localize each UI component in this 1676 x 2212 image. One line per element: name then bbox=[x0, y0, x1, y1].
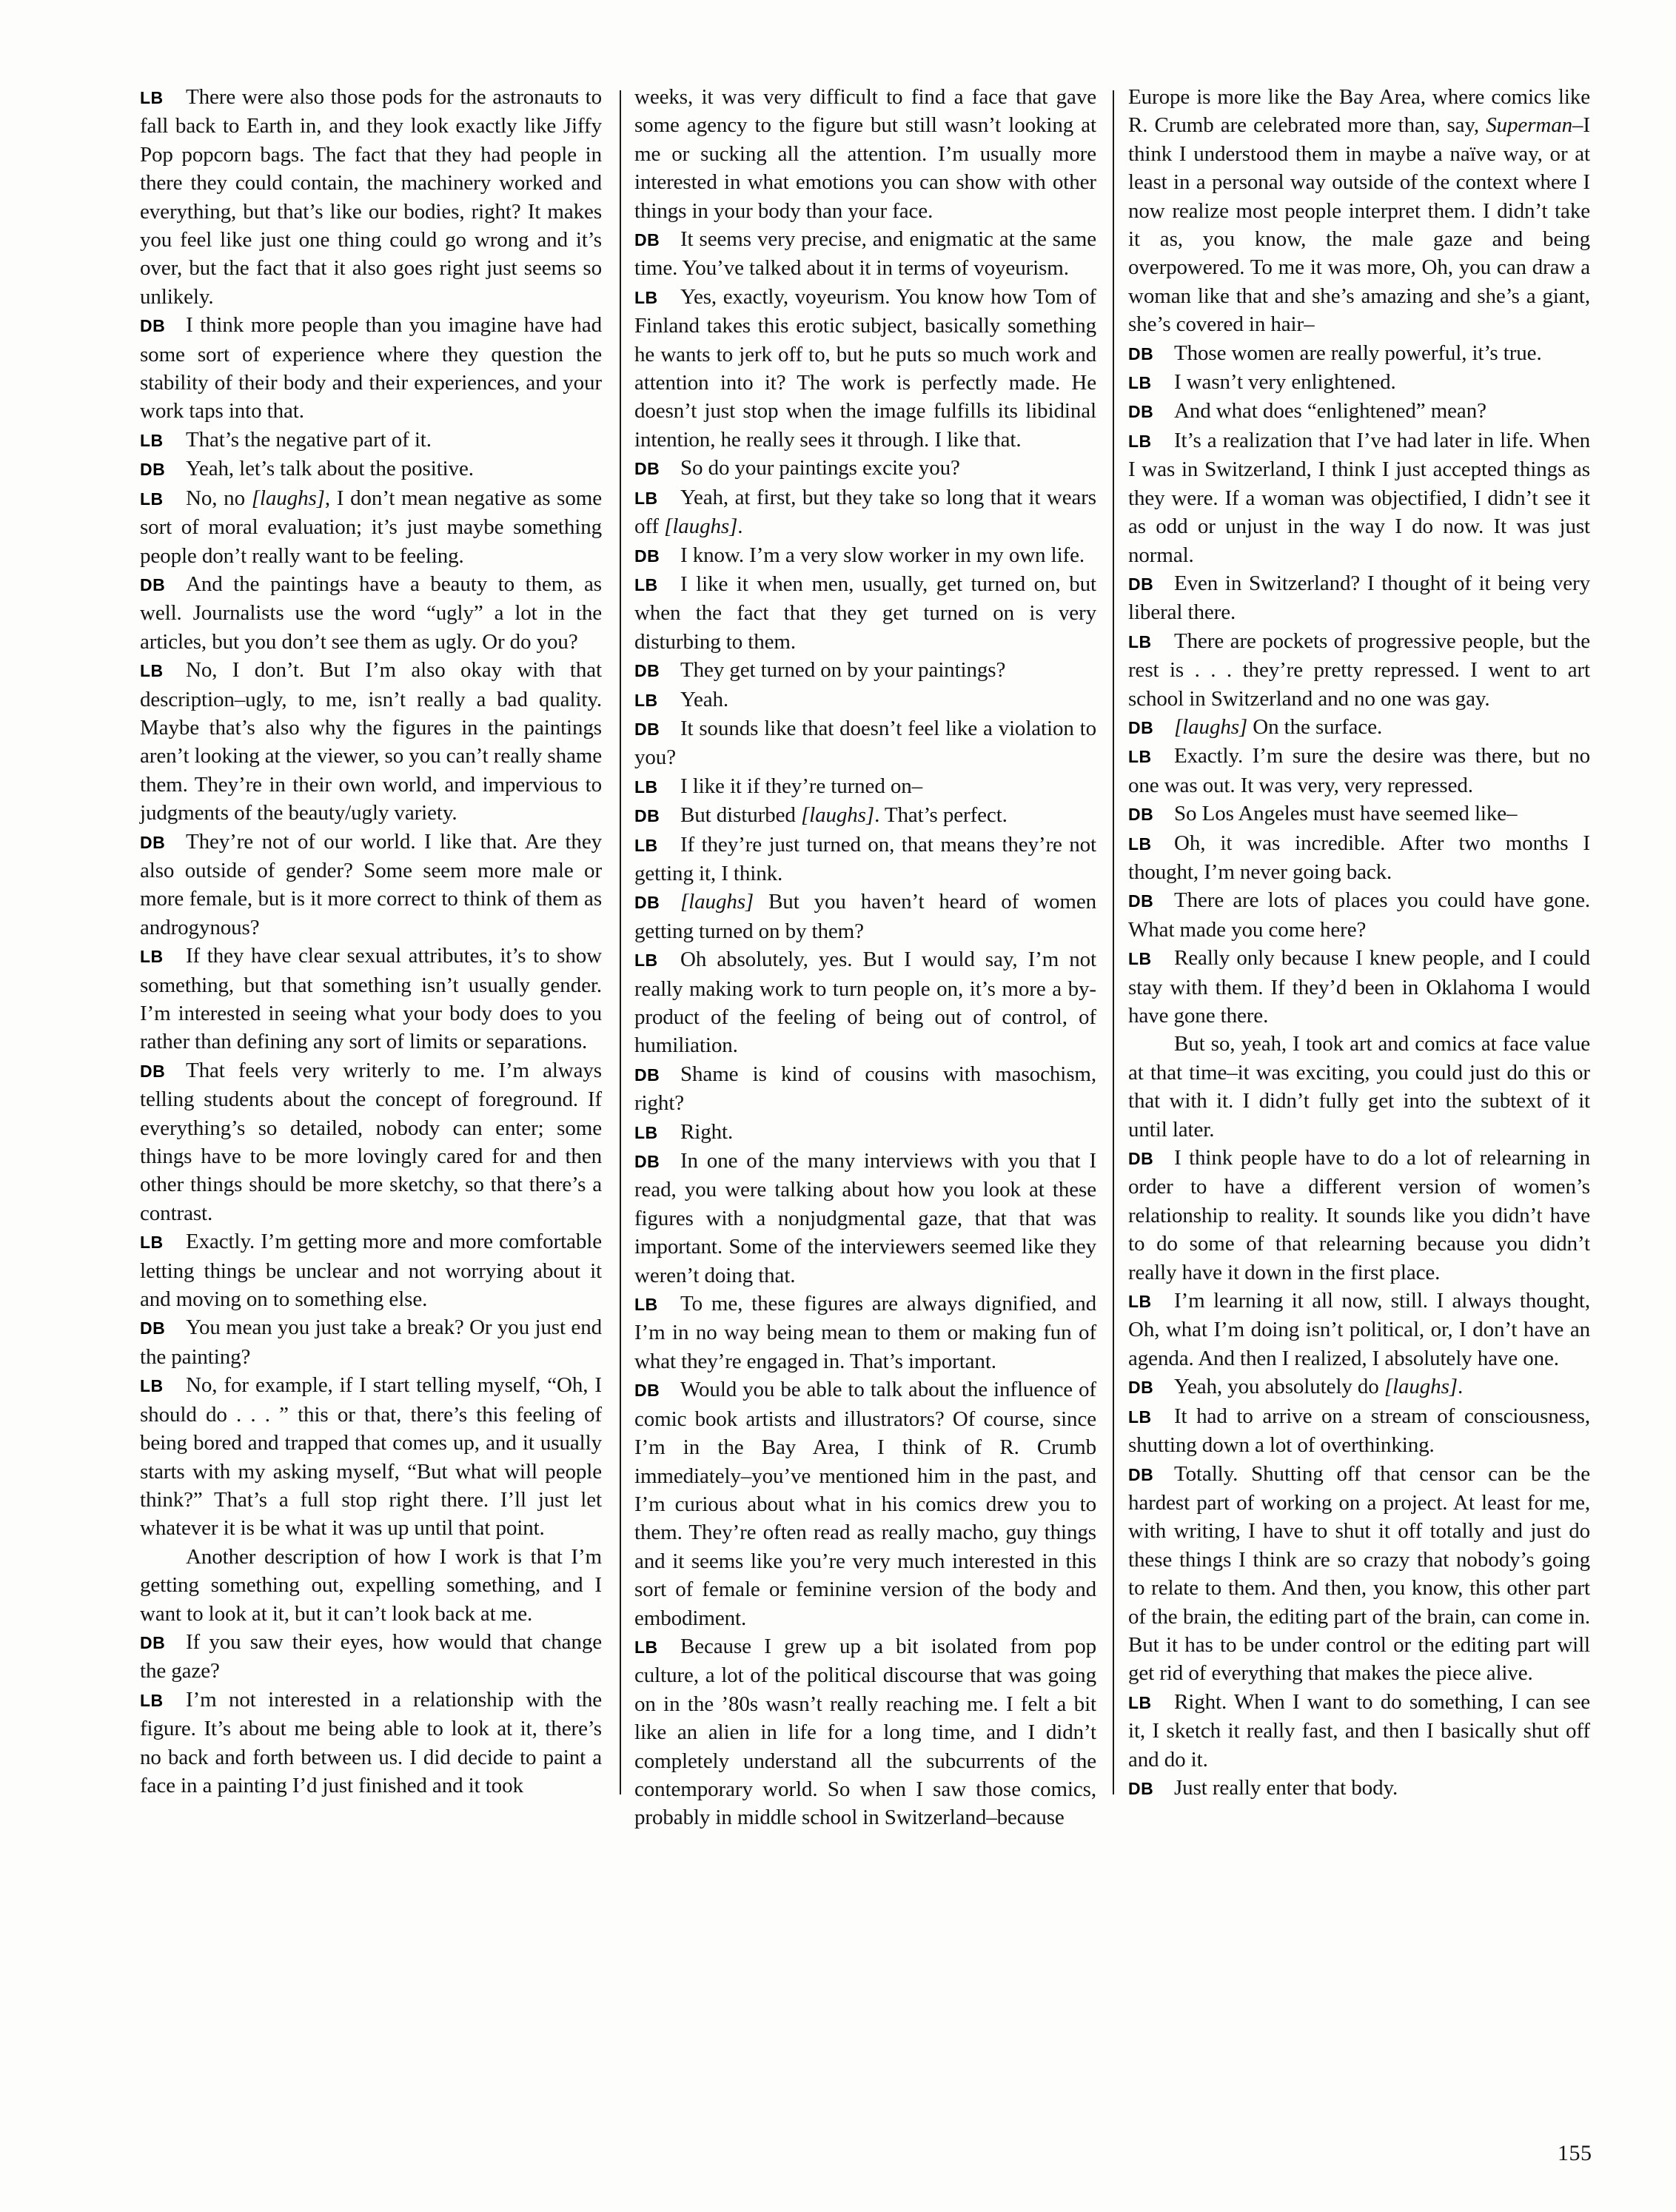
speaker-label: LB bbox=[634, 287, 658, 307]
speaker-label: LB bbox=[634, 951, 658, 971]
speaker-label: LB bbox=[634, 1637, 658, 1657]
speaker-label: LB bbox=[1128, 949, 1152, 969]
dialogue-paragraph: DB Totally. Shutting off that censor can be the hardest part of working on a project. At least for me, with writing, I have to shut it off totally and just do these things I think are so crazy that nobody’s going to relate to them. And then, you know, this other part of the brain, the editing part of the brain, can come in. But it has to be under control or the editing part will get rid of everything that makes the piece alive. bbox=[1128, 1461, 1590, 1686]
dialogue-paragraph: LB Because I grew up a bit isolated from pop culture, a lot of the political discourse that was going on in the ’80s wasn’t really reaching me. I felt a bit like an alien in life for a long time, and I didn’t completely understand all the subcurrents of the contemporary world. So when I saw those comics, probably in middle school in Switzerland–because bbox=[634, 1634, 1096, 1830]
speaker-label: DB bbox=[634, 806, 660, 826]
speaker-label: DB bbox=[140, 1318, 166, 1338]
dialogue-paragraph: DB Shame is kind of cousins with masochism, right? bbox=[634, 1062, 1096, 1116]
dialogue-paragraph: LB If they’re just turned on, that means they’re not getting it, I think. bbox=[634, 832, 1096, 885]
dialogue-paragraph: LB No, no [laughs], I don’t mean negative as some sort of moral evaluation; it’s just maybe something people don’t really want to be feeling. bbox=[140, 486, 603, 568]
speaker-label: LB bbox=[140, 430, 164, 450]
dialogue-paragraph: LB To me, these figures are always dignified, and I’m in no way being mean to them or making fun of what they’re engaged in. That’s important. bbox=[634, 1292, 1096, 1373]
dialogue-paragraph: DB I think more people than you imagine have had some sort of experience where they question the stability of their body and their experiences, and your work taps into that. bbox=[140, 313, 602, 423]
dialogue-paragraph: DB So do your paintings excite you? bbox=[634, 454, 1096, 483]
dialogue-paragraph: LB No, for example, if I start telling myself, “Oh, I should do . . . ” this or that, there’s this feeling of being bored and trapped that comes up, and it usually starts with my asking myself, “But what will people think?” That’s a full stop right there. I’ll just let whatever it is be what it was up until that point. bbox=[140, 1373, 602, 1541]
speaker-label: DB bbox=[1128, 1149, 1154, 1169]
dialogue-paragraph: DB There are lots of places you could have gone. What made you come here? bbox=[1128, 888, 1590, 942]
dialogue-paragraph: LB It had to arrive on a stream of consciousness, shutting down a lot of overthinking. bbox=[1128, 1404, 1590, 1458]
speaker-label: LB bbox=[634, 574, 658, 594]
speaker-label: DB bbox=[140, 1061, 166, 1081]
speaker-label: DB bbox=[140, 460, 166, 480]
speaker-label: DB bbox=[140, 832, 166, 852]
italic-text: [laughs] bbox=[251, 486, 325, 510]
dialogue-paragraph: LB Right. bbox=[634, 1118, 1096, 1147]
speaker-label: DB bbox=[1128, 1778, 1154, 1798]
speaker-label: LB bbox=[1128, 747, 1152, 767]
dialogue-paragraph: LB Yes, exactly, voyeurism. You know how Tom of Finland takes this erotic subject, basically something he wants to jerk off to, but he puts so much work and attention into it? The work is perfectly made. He doesn’t just stop when the image fulfills its libidinal intention, he really sees it through. I like that. bbox=[634, 284, 1096, 452]
italic-text: Superman bbox=[1486, 113, 1573, 138]
dialogue-paragraph: DB And what does “enlightened” mean? bbox=[1128, 397, 1590, 426]
speaker-label: LB bbox=[634, 777, 658, 797]
column-rule-2 bbox=[1113, 90, 1114, 1794]
speaker-label: LB bbox=[634, 1122, 658, 1142]
speaker-label: DB bbox=[1128, 343, 1154, 363]
dialogue-paragraph: DB That feels very writerly to me. I’m always telling students about the concept of foreground. If everything’s so detailed, nobody can enter; some things have to be more lovingly cared for and then other things should be more sketchy, so that there’s a contrast. bbox=[140, 1058, 602, 1225]
speaker-label: LB bbox=[140, 1690, 164, 1710]
speaker-label: LB bbox=[1128, 373, 1152, 393]
dialogue-paragraph: DB It sounds like that doesn’t feel like a violation to you? bbox=[634, 716, 1096, 770]
dialogue-paragraph: DB But disturbed [laughs]. That’s perfect. bbox=[634, 801, 1096, 830]
speaker-label: LB bbox=[1128, 1407, 1152, 1427]
speaker-label: LB bbox=[1128, 834, 1152, 854]
speaker-label: LB bbox=[140, 489, 164, 509]
dialogue-paragraph: Another description of how I work is that I’m getting something out, expelling something, and I want to look at it, but it can’t look back at me. bbox=[140, 1544, 602, 1626]
dialogue-paragraph: LB It’s a realization that I’ve had later in life. When I was in Switzerland, I think I just accepted things as they were. If a woman was objectified, I didn’t see it as odd or unjust in the way I do now. It was just normal. bbox=[1128, 428, 1590, 567]
italic-text: [laughs] bbox=[1174, 714, 1248, 739]
dialogue-paragraph: LB Exactly. I’m sure the desire was there, but no one was out. It was very, very repressed. bbox=[1128, 744, 1590, 797]
dialogue-paragraph: LB Yeah, at first, but they take so long that it wears off [laughs]. bbox=[634, 485, 1096, 539]
dialogue-paragraph: DB And the paintings have a beauty to them, as well. Journalists use the word “ugly” a lot in the articles, but you don’t see them as ugly. Or do you? bbox=[140, 572, 602, 654]
dialogue-paragraph: LB There are pockets of progressive people, but the rest is . . . they’re pretty repressed. I went to art school in Switzerland and no one was gay. bbox=[1128, 629, 1590, 711]
dialogue-paragraph: DB So Los Angeles must have seemed like– bbox=[1128, 800, 1590, 828]
speaker-label: DB bbox=[1128, 717, 1154, 737]
speaker-label: DB bbox=[1128, 402, 1154, 422]
speaker-label: DB bbox=[140, 316, 166, 336]
dialogue-paragraph: LB No, I don’t. But I’m also okay with that description–ugly, to me, isn’t really a bad quality. Maybe that’s also why the figures in the paintings aren’t looking at the viewer, so you can’t really shame them. They’re in their own world, and impervious to judgments of the beauty/ugly variety. bbox=[140, 658, 602, 825]
speaker-label: DB bbox=[1128, 805, 1154, 825]
dialogue-paragraph: DB [laughs] On the surface. bbox=[1128, 713, 1590, 742]
italic-text: [laughs] bbox=[680, 890, 754, 914]
speaker-label: LB bbox=[1128, 1692, 1152, 1712]
column-rule-1 bbox=[620, 90, 621, 1794]
speaker-label: DB bbox=[140, 574, 166, 594]
dialogue-paragraph: LB Oh absolutely, yes. But I would say, I’m not really making work to turn people on, it’s more a by-product of the feeling of being out of control, of humiliation. bbox=[634, 948, 1096, 1058]
dialogue-paragraph: LB Oh, it was incredible. After two months I thought, I’m never going back. bbox=[1128, 831, 1590, 884]
speaker-label: DB bbox=[1128, 891, 1154, 911]
speaker-label: DB bbox=[1128, 574, 1154, 594]
speaker-label: DB bbox=[634, 719, 660, 739]
dialogue-paragraph: LB Exactly. I’m getting more and more comfortable letting things be unclear and not worrying about it and moving on to something else. bbox=[140, 1230, 602, 1312]
speaker-label: LB bbox=[634, 690, 658, 710]
speaker-label: DB bbox=[634, 230, 660, 250]
speaker-label: LB bbox=[634, 488, 658, 508]
dialogue-paragraph: DB I know. I’m a very slow worker in my own life. bbox=[634, 541, 1096, 570]
dialogue-paragraph: LB Really only because I knew people, and I could stay with them. If they’d been in Oklahoma I would have gone there. bbox=[1128, 946, 1590, 1028]
dialogue-paragraph: DB Even in Switzerland? I thought of it being very liberal there. bbox=[1128, 571, 1590, 625]
dialogue-paragraph: LB I wasn’t very enlightened. bbox=[1128, 368, 1590, 397]
dialogue-paragraph: LB There were also those pods for the astronauts to fall back to Earth in, and they look exactly like Jiffy Pop popcorn bags. The fact that they had people in there they could contain, the machinery worked and everything, but that’s like our bodies, right? It makes you feel like just one thing could go wrong and it’s over, but the fact that it also goes right just seems so unlikely. bbox=[140, 85, 602, 309]
dialogue-paragraph: LB That’s the negative part of it. bbox=[140, 426, 602, 455]
column-3 bbox=[1128, 83, 1590, 1803]
column-1 bbox=[140, 83, 602, 1800]
italic-text: [laughs] bbox=[664, 515, 738, 539]
speaker-label: LB bbox=[1128, 1292, 1152, 1312]
speaker-label: LB bbox=[1128, 631, 1152, 651]
speaker-label: DB bbox=[634, 893, 660, 913]
dialogue-paragraph: DB If you saw their eyes, how would that change the gaze? bbox=[140, 1629, 602, 1683]
speaker-label: DB bbox=[140, 1632, 166, 1652]
dialogue-paragraph: DB Those women are really powerful, it’s true. bbox=[1128, 339, 1590, 368]
speaker-label: LB bbox=[140, 947, 164, 967]
dialogue-paragraph: DB It seems very precise, and enigmatic at the same time. You’ve talked about it in terms of voyeurism. bbox=[634, 227, 1096, 281]
dialogue-paragraph: DB Would you be able to talk about the influence of comic book artists and illustrators? Of course, since I’m in the Bay Area, I think of R. Crumb immediately–you’ve mentioned him in the past, and I’m curious about what in his comics drew you to them. They’re often read as really macho, guy things and it seems like you’re very much interested in this sort of female or feminine version of the body and embodiment. bbox=[634, 1378, 1096, 1630]
dialogue-paragraph: LB I’m not interested in a relationship with the figure. It’s about me being able to look at it, there’s no back and forth between us. I did decide to paint a face in a painting I’d just finished and it took bbox=[140, 1687, 602, 1797]
dialogue-paragraph: LB I like it if they’re turned on– bbox=[634, 772, 1096, 801]
speaker-label: DB bbox=[634, 1152, 660, 1172]
dialogue-paragraph: But so, yeah, I took art and comics at face value at that time–it was exciting, you could just do this or that with it. I didn’t fully get into the subtext of it until later. bbox=[1128, 1032, 1590, 1142]
speaker-label: LB bbox=[634, 835, 658, 855]
dialogue-paragraph: LB If they have clear sexual attributes, it’s to show something, but that something isn’t usually gender. I’m interested in seeing what your body does to you rather than defining any sort of limits or separations. bbox=[140, 944, 602, 1054]
dialogue-paragraph: DB They get turned on by your paintings? bbox=[634, 656, 1096, 685]
speaker-label: LB bbox=[140, 661, 164, 681]
dialogue-paragraph: DB I think people have to do a lot of relearning in order to have a different version of women’s relationship to reality. It sounds like you didn’t have to do some of that relearning because you didn’t really have it down in the first place. bbox=[1128, 1146, 1590, 1284]
dialogue-paragraph: LB I’m learning it all now, still. I always thought, Oh, what I’m doing isn’t political, or, I don’t have an agenda. And then I realized, I absolutely have one. bbox=[1128, 1289, 1590, 1370]
dialogue-paragraph: DB [laughs] But you haven’t heard of women getting turned on by them? bbox=[634, 890, 1096, 943]
dialogue-paragraph: DB Yeah, you absolutely do [laughs]. bbox=[1128, 1373, 1590, 1401]
speaker-label: DB bbox=[634, 1065, 660, 1085]
speaker-label: LB bbox=[140, 1376, 164, 1396]
speaker-label: DB bbox=[634, 661, 660, 681]
dialogue-paragraph: DB Just really enter that body. bbox=[1128, 1774, 1590, 1803]
italic-text: [laughs] bbox=[1384, 1375, 1458, 1399]
dialogue-paragraph: DB They’re not of our world. I like that. Are they also outside of gender? Some seem more male or more female, but is it more correct to think of them as androgynous? bbox=[140, 829, 602, 939]
dialogue-paragraph: LB I like it when men, usually, get turned on, but when the fact that they get turned on is very disturbing to them. bbox=[634, 572, 1096, 654]
dialogue-paragraph: LB Yeah. bbox=[634, 686, 1096, 714]
speaker-label: LB bbox=[140, 88, 164, 107]
dialogue-paragraph: DB In one of the many interviews with you that I read, you were talking about how you look at these figures with a nonjudgmental gaze, that that was important. Some of the interviewers seemed like they weren’t doing that. bbox=[634, 1149, 1096, 1287]
speaker-label: DB bbox=[1128, 1378, 1154, 1398]
speaker-label: DB bbox=[1128, 1464, 1154, 1484]
speaker-label: LB bbox=[140, 1233, 164, 1253]
dialogue-paragraph: DB You mean you just take a break? Or you just end the painting? bbox=[140, 1316, 602, 1369]
dialogue-paragraph: DB Yeah, let’s talk about the positive. bbox=[140, 455, 602, 483]
speaker-label: DB bbox=[634, 1381, 660, 1401]
speaker-label: DB bbox=[634, 546, 660, 566]
column-2 bbox=[634, 83, 1096, 1832]
speaker-label: LB bbox=[634, 1295, 658, 1315]
page-number: 155 bbox=[1558, 2141, 1592, 2165]
speaker-label: DB bbox=[634, 459, 660, 479]
dialogue-paragraph: Europe is more like the Bay Area, where comics like R. Crumb are celebrated more than, say, Superman–I think I understood them in maybe a naïve way, or at least in a personal way outside of the context where I now realize most people interpret them. I didn’t take it as, you know, the male gaze and being overpowered. To me it was more, Oh, you can draw a woman like that and she’s amazing and she’s a giant, she’s covered in hair– bbox=[1128, 85, 1590, 337]
dialogue-paragraph: weeks, it was very difficult to find a face that gave some agency to the figure but still wasn’t looking at me or sucking all the attention. I’m usually more interested in what emotions you can show with other things in your body than your face. bbox=[634, 85, 1096, 223]
speaker-label: LB bbox=[1128, 431, 1152, 451]
dialogue-paragraph: LB Right. When I want to do something, I can see it, I sketch it really fast, and then I basically shut off and do it. bbox=[1128, 1689, 1590, 1772]
italic-text: [laughs] bbox=[800, 803, 875, 828]
